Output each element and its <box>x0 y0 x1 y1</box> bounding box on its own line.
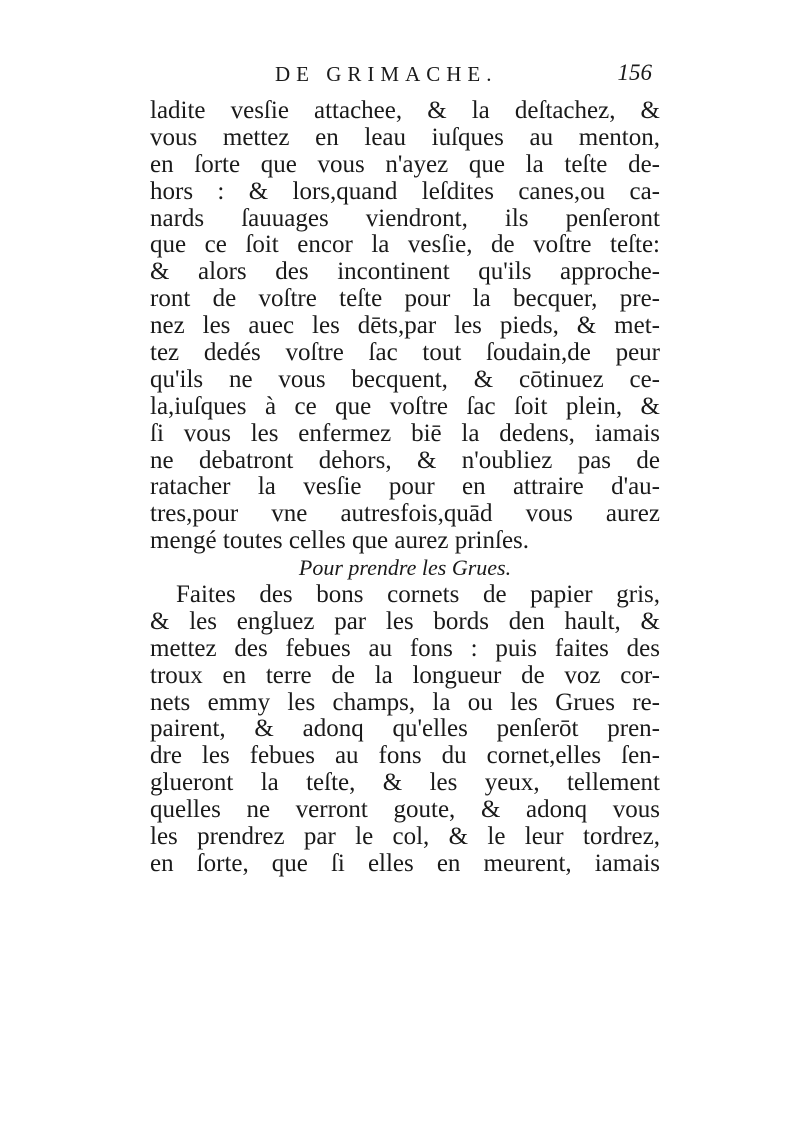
text-line: ladite vesſie attachee, & la deſtachez, & <box>150 97 660 124</box>
text-line: Faites des bons cornets de papier gris, <box>176 581 660 609</box>
running-title: DE GRIMACHE. <box>275 62 498 86</box>
text-line: que ce ſoit encor la vesſie, de voſtre teſte: <box>150 231 660 259</box>
text-line: vous mettez en leau iuſques au menton, <box>150 123 660 151</box>
text-line: mettez des febues au fons : puis faites des <box>150 634 660 662</box>
text-line: ront de voſtre teſte pour la becquer, pre- <box>150 285 660 313</box>
running-head <box>150 62 660 92</box>
text-line: mengé toutes celles que aurez prinſes. <box>150 527 530 555</box>
text-line: en ſorte, que ſi elles en meurent, iamais <box>150 849 660 877</box>
text-line: pairent, & adonq qu'elles penſerōt pren- <box>150 715 660 743</box>
text-line: ne debatront dehors, & n'oubliez pas de <box>150 446 660 474</box>
text-line: en ſorte que vous n'ayez que la teſte de- <box>150 150 660 178</box>
text-line: les prendrez par le col, & le leur tordrez, <box>150 823 660 851</box>
text-line: & les engluez par les bords den hault, & <box>150 607 660 635</box>
section-heading: Pour prendre les Grues. <box>298 555 512 581</box>
text-line: qu'ils ne vous becquent, & cōtinuez ce- <box>150 365 660 393</box>
text-line: tez dedés voſtre ſac tout ſoudain,de peur <box>150 339 660 367</box>
text-line: ratacher la vesſie pour en attraire d'au- <box>150 473 660 501</box>
text-line: la,iuſques à ce que voſtre ſac ſoit plein, & <box>150 392 660 420</box>
text-line: dre les febues au fons du cornet,elles ſen- <box>150 742 660 770</box>
text-line: glueront la teſte, & les yeux, tellement <box>150 769 660 797</box>
text-line: tres,pour vne autresfois,quād vous aurez <box>150 500 660 528</box>
text-line: & alors des incontinent qu'ils approche- <box>150 258 660 286</box>
text-line: nards ſauuages viendront, ils penſeront <box>150 204 660 232</box>
page-number: 156 <box>617 60 652 85</box>
text-line: troux en terre de la longueur de voz cor- <box>150 661 660 689</box>
text-line: nez les auec les dēts,par les pieds, & met- <box>150 312 660 340</box>
text-block <box>150 98 660 878</box>
text-line: quelles ne verront goute, & adonq vous <box>150 796 660 824</box>
text-line: nets emmy les champs, la ou les Grues re- <box>150 688 660 716</box>
text-line: hors : & lors,quand leſdites canes,ou ca- <box>150 177 660 205</box>
text-line: ſi vous les enfermez biē la dedens, iamais <box>150 419 660 447</box>
